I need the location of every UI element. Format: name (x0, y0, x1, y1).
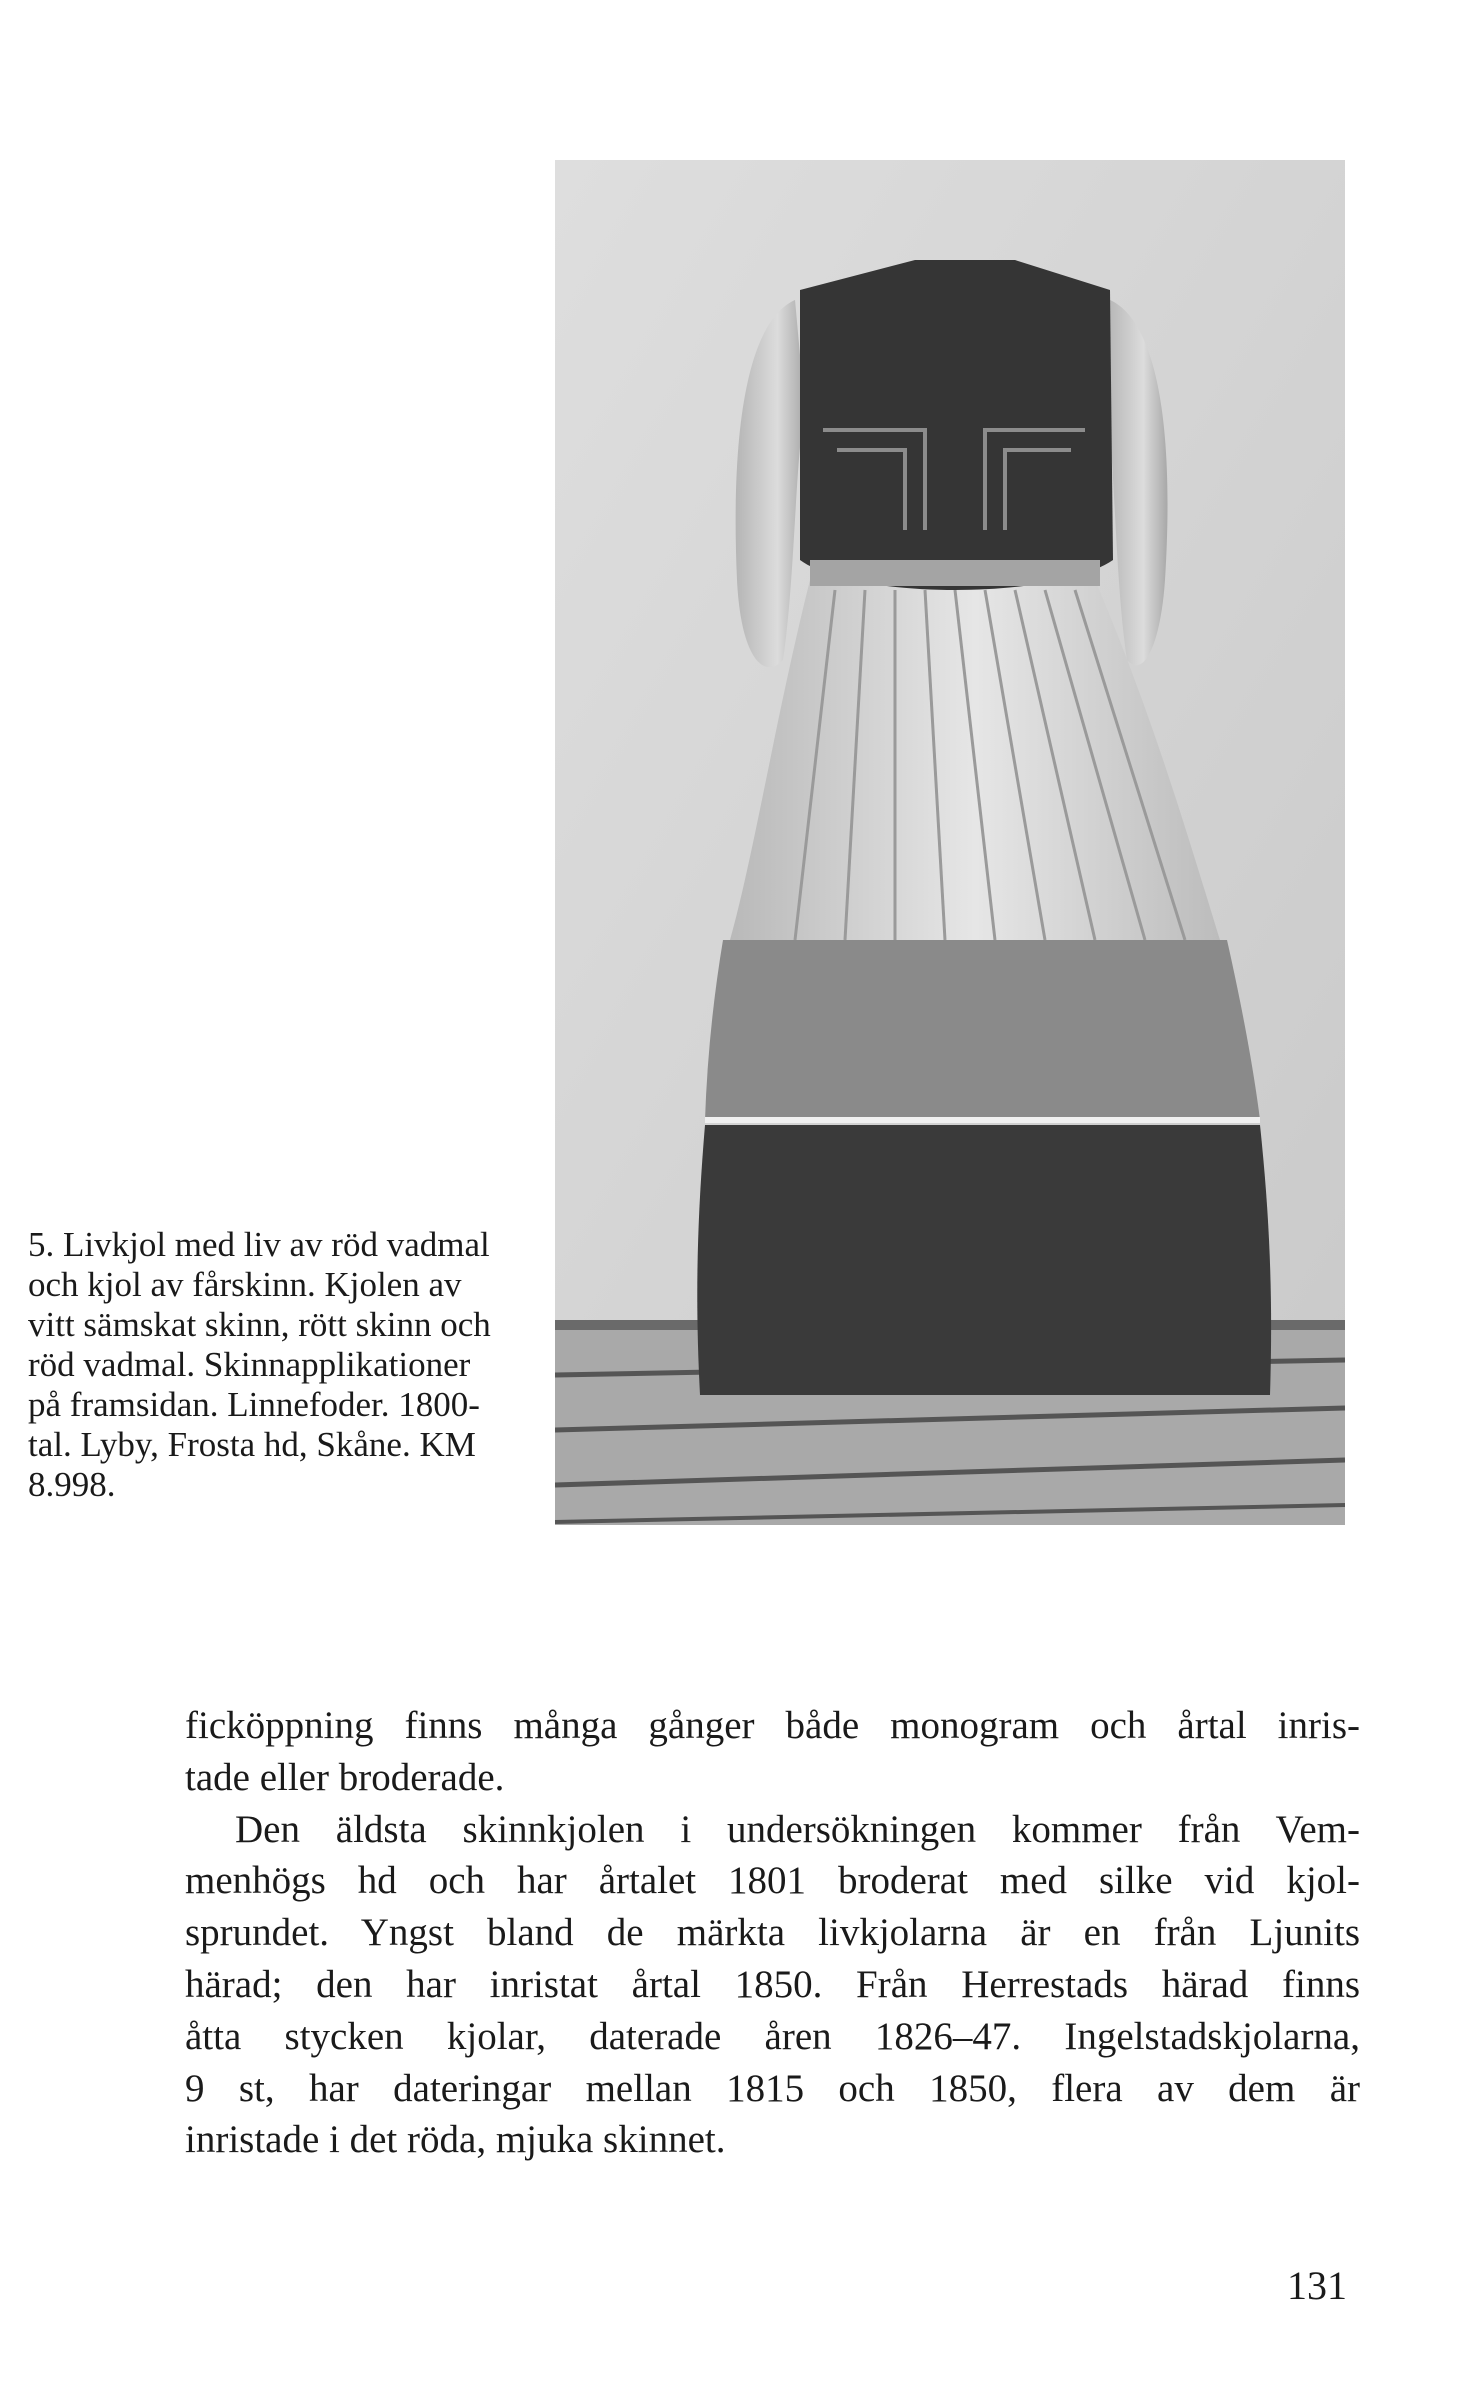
page-number: 131 (1287, 2263, 1347, 2308)
caption-line: 8.998. (28, 1465, 116, 1504)
body-line: ficköppning finns många gånger både monogram och årtal inris- (185, 1704, 1360, 1747)
figure-caption (28, 1225, 528, 1505)
body-text (185, 1700, 1360, 2166)
body-line: 9 st, har dateringar mellan 1815 och 1850, flera av dem är (185, 2066, 1360, 2110)
body-line: menhögs hd och har årtalet 1801 broderat med silke vid kjol- (185, 1859, 1360, 1903)
body-line: åtta stycken kjolar, daterade åren 1826–47. Ingelstadskjolarna, (185, 2014, 1360, 2058)
caption-line: och kjol av fårskinn. Kjolen av (28, 1265, 462, 1304)
caption-line: på framsidan. Linnefoder. 1800- (28, 1385, 480, 1424)
garment-photo-image (555, 160, 1345, 1525)
caption-line: 5. Livkjol med liv av röd vadmal (28, 1225, 490, 1264)
body-line: Den äldsta skinnkjolen i undersökningen kommer från Vem- (235, 1807, 1360, 1851)
body-line: tade eller broderade. (185, 1755, 505, 1799)
caption-line: röd vadmal. Skinnapplikationer (28, 1345, 471, 1384)
body-line: sprundet. Yngst bland de märkta livkjolarna är en från Ljunits (185, 1911, 1360, 1955)
caption-line: tal. Lyby, Frosta hd, Skåne. KM (28, 1425, 476, 1464)
body-line: härad; den har inristat årtal 1850. Från Herrestads härad finns (185, 1962, 1360, 2006)
caption-line: vitt sämskat skinn, rött skinn och (28, 1305, 491, 1344)
body-line: inristade i det röda, mjuka skinnet. (185, 2118, 726, 2162)
garment-photo (555, 160, 1345, 1525)
